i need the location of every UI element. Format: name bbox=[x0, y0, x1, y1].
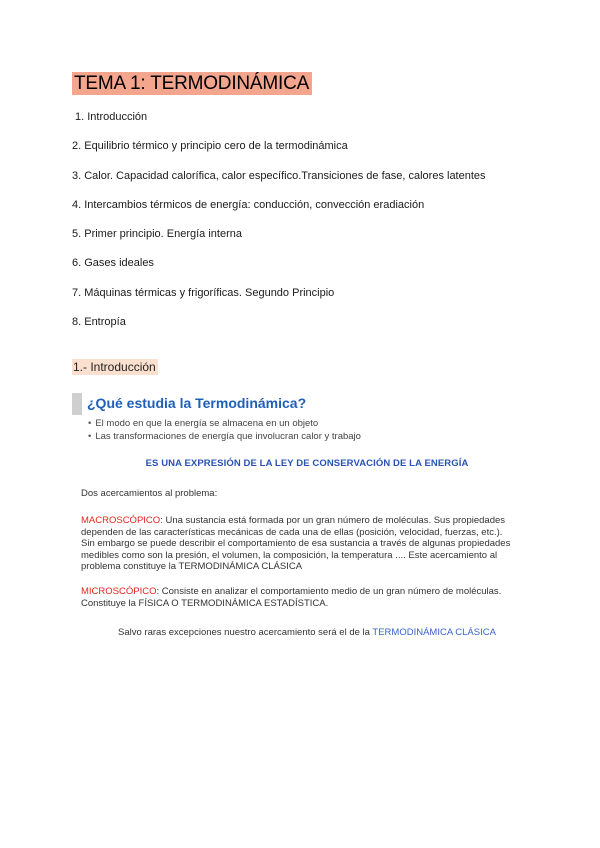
slide-closing bbox=[72, 627, 542, 638]
slide-bullet: • El modo en que la energía se almacena en un objeto bbox=[88, 417, 361, 430]
macroscopic-line: Sin embargo se puede describir el comportamiento de esa sustancia a través de algunas propiedades bbox=[81, 538, 511, 550]
macroscopic-line: problema constituye la TERMODINÁMICA CLÁSICA bbox=[81, 561, 303, 573]
toc-item: 7. Máquinas térmicas y frigoríficas. Segundo Principio bbox=[72, 286, 335, 299]
slide-title: ¿Qué estudia la Termodinámica? bbox=[87, 395, 307, 411]
toc-item: 1. Introducción bbox=[75, 111, 148, 123]
slide-title-bar bbox=[72, 393, 82, 415]
toc-item: 2. Equilibrio térmico y principio cero de la termodinámica bbox=[72, 140, 348, 153]
toc-item: 3. Calor. Capacidad calorífica, calor específico.Transiciones de fase, calores latentes bbox=[72, 169, 486, 182]
macroscopic-line: dependen de las características mecánicas de cada una de ellas (posición, velocidad, fuerzas, etc.). bbox=[81, 526, 503, 538]
microscopic-text: : Consiste en analizar el comportamiento medio de un gran número de moléculas. bbox=[156, 586, 502, 597]
document-title: TEMA 1: TERMODINÁMICA bbox=[72, 72, 312, 95]
microscopic-line-1 bbox=[81, 586, 536, 598]
macroscopic-line: medibles como son la presión, el volumen, la composición, la temperatura .... Este acercamiento al bbox=[81, 549, 498, 561]
slide-intro: Dos acercamientos al problema: bbox=[81, 488, 218, 499]
slide-bullet-list bbox=[88, 417, 361, 443]
macroscopic-line-1 bbox=[81, 515, 536, 527]
toc-item: 8. Entropía bbox=[72, 316, 126, 329]
microscopic-paragraph bbox=[81, 586, 536, 609]
toc-item: 6. Gases ideales bbox=[72, 257, 154, 270]
slide-bullet: • Las transformaciones de energía que involucran calor y trabajo bbox=[88, 430, 361, 443]
closing-highlight: TERMODINÁMICA CLÁSICA bbox=[372, 627, 496, 638]
toc-item: 5. Primer principio. Energía interna bbox=[72, 228, 242, 241]
microscopic-label: MICROSCÓPICO bbox=[81, 586, 157, 597]
macroscopic-paragraph bbox=[81, 515, 536, 573]
macroscopic-text: : Una sustancia está formada por un gran número de moléculas. Sus propiedades bbox=[160, 515, 506, 526]
embedded-slide-image bbox=[72, 390, 542, 645]
slide-banner: ES UNA EXPRESIÓN DE LA LEY DE CONSERVACIÓN DE LA ENERGÍA bbox=[145, 458, 469, 469]
macroscopic-label: MACROSCÓPICO bbox=[81, 515, 161, 526]
table-of-contents bbox=[72, 110, 486, 344]
section-heading: 1.- Introducción bbox=[73, 360, 156, 374]
microscopic-line: Constituye la FÍSICA O TERMODINÁMICA ESTADÍSTICA. bbox=[81, 597, 329, 609]
closing-text: Salvo raras excepciones nuestro acercamiento será el de la bbox=[118, 627, 373, 638]
toc-item: 4. Intercambios térmicos de energía: conducción, convección eradiación bbox=[72, 198, 425, 211]
